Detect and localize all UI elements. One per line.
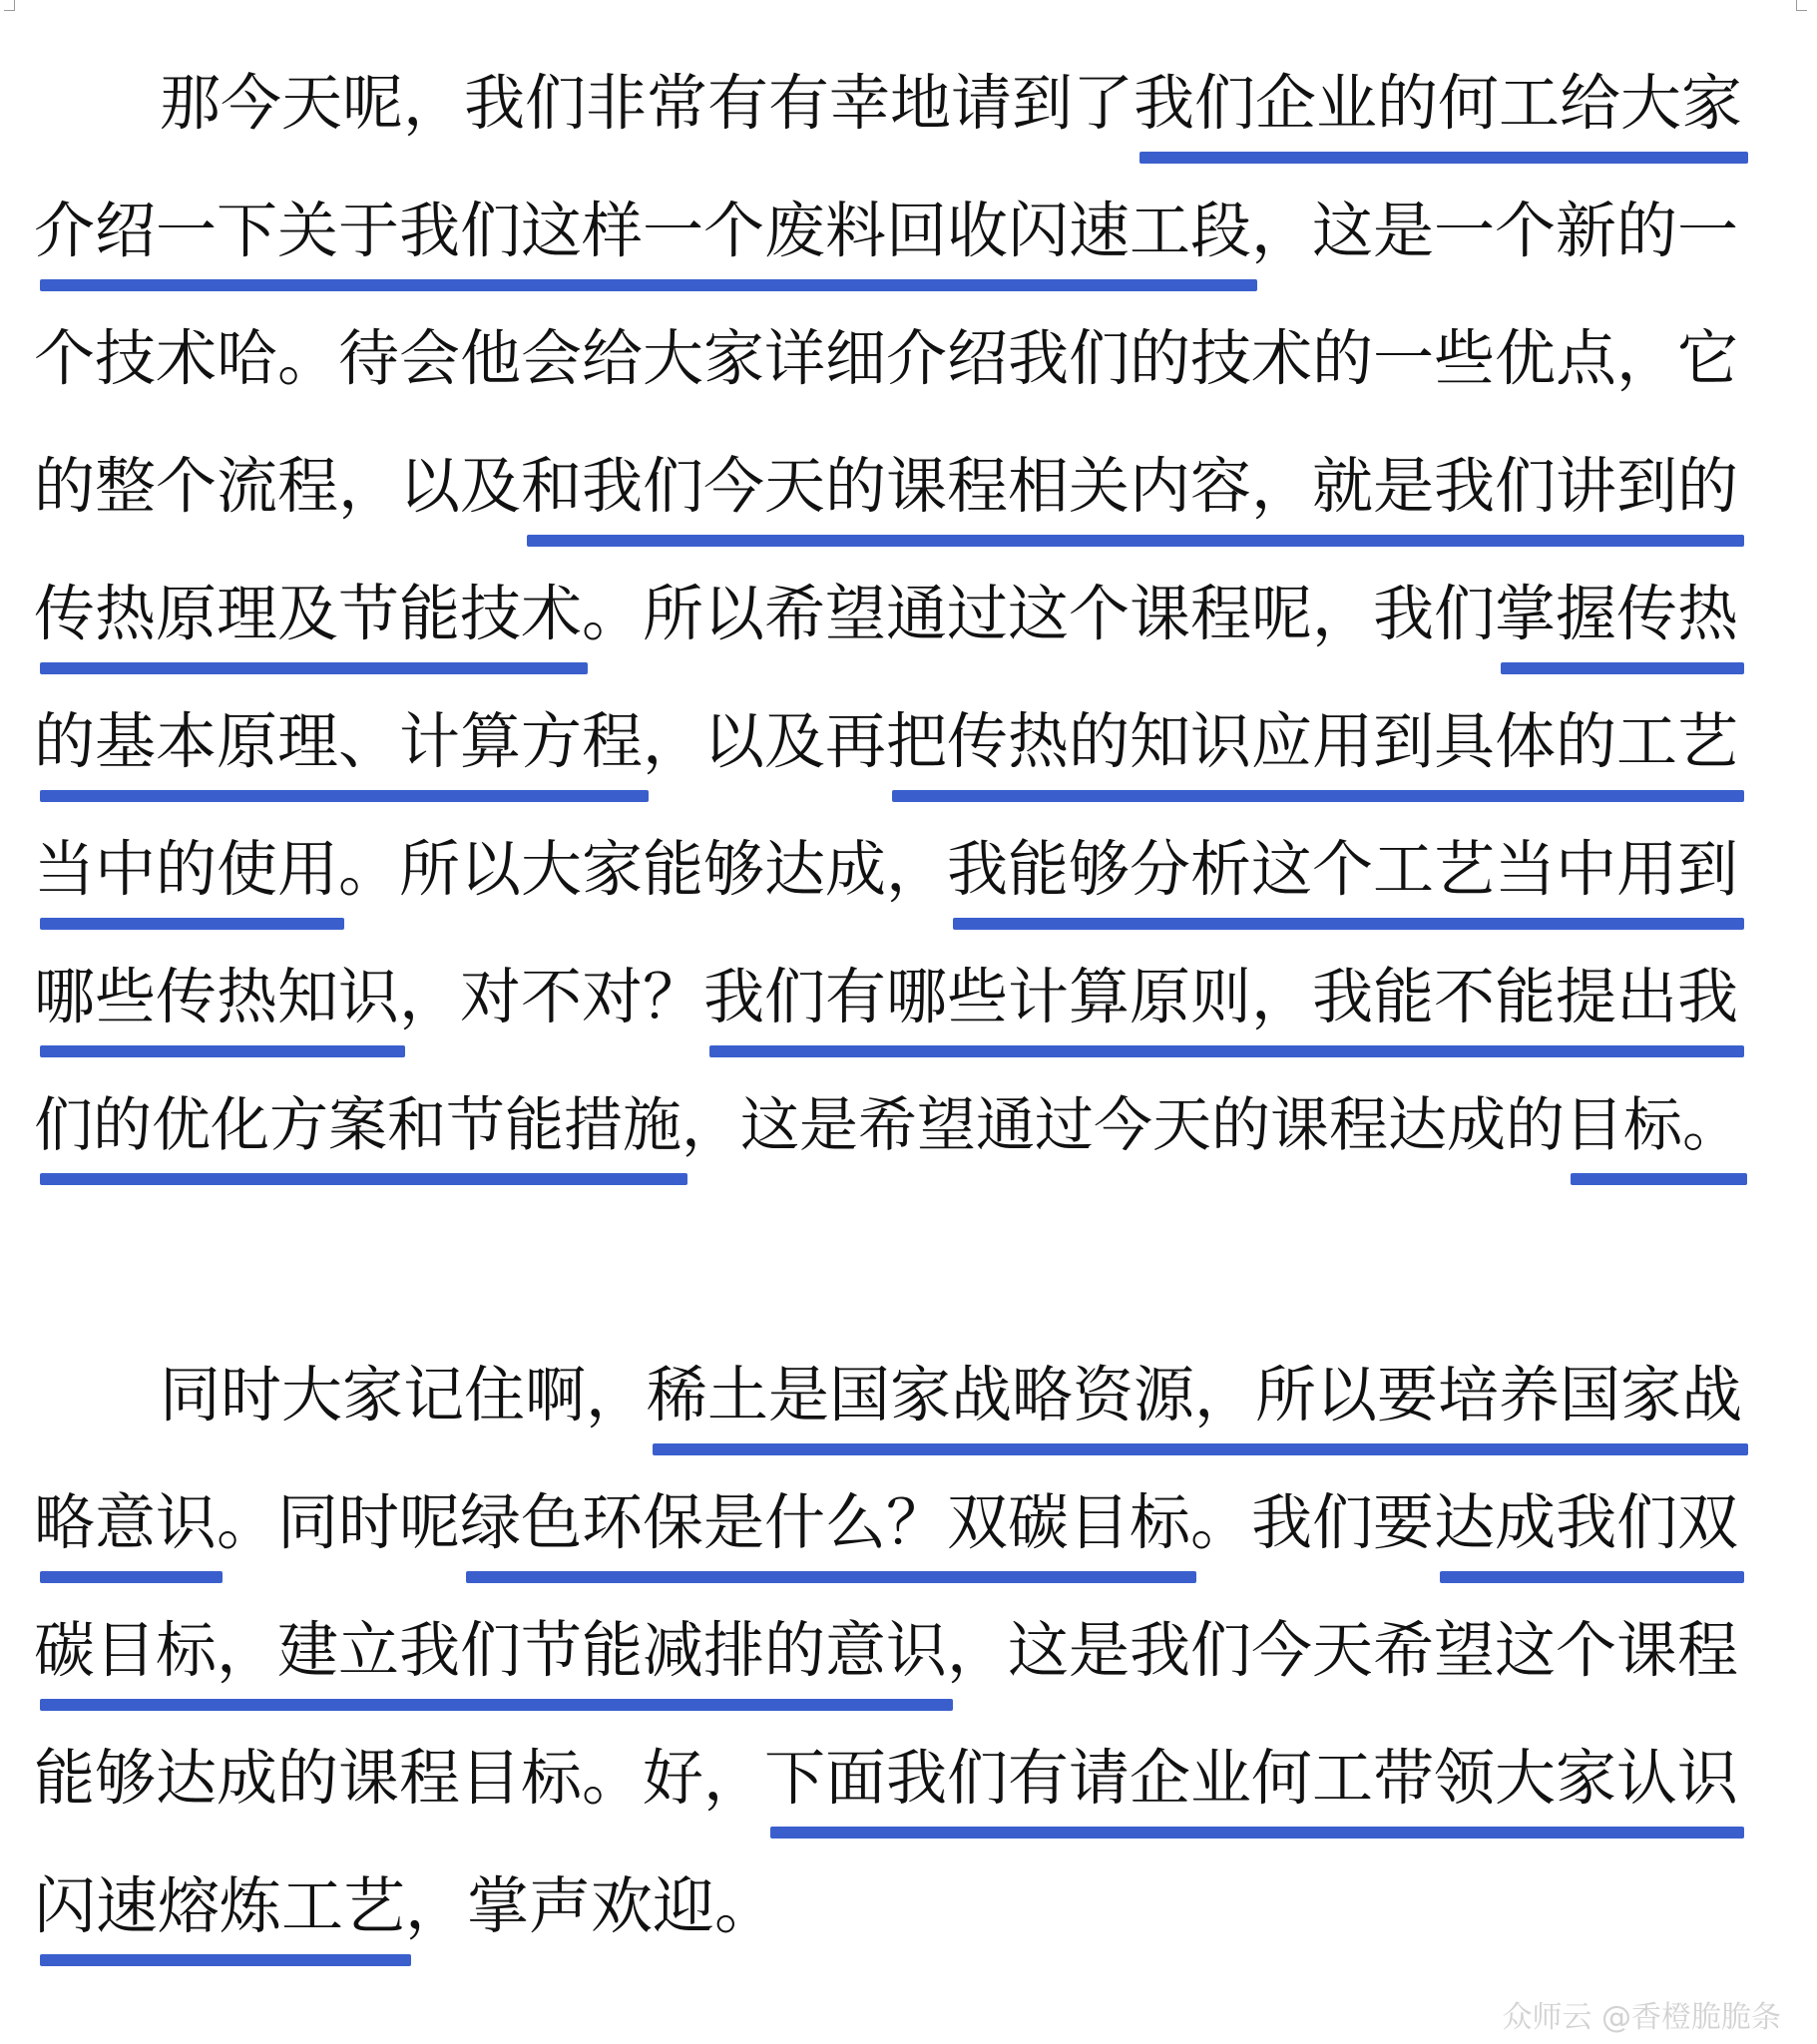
text-line <box>34 806 1750 934</box>
underlined-text: 闪速熔炼工艺 <box>34 1842 405 1970</box>
underlined-text: 碳目标，建立我们节能减排的意识 <box>34 1587 947 1715</box>
text-line <box>34 1332 1750 1459</box>
underlined-text: 掌握传热 <box>1495 551 1738 678</box>
text-segment: 。所以希望通过这个课程呢，我们 <box>582 579 1496 649</box>
text-line <box>34 1842 1750 1970</box>
underlined-text: 稀土是国家战略资源，所以要培养国家战 <box>647 1332 1742 1459</box>
text-segment: 个技术哈。待会他会给大家详细介绍我们的技术的一些优点，它 <box>34 323 1739 394</box>
underlined-text: 下面我们有请企业何工带领大家认识 <box>764 1715 1738 1842</box>
text-segment: 。同时呢 <box>217 1487 461 1558</box>
underlined-text: 我们企业的何工给大家 <box>1134 40 1742 168</box>
text-segment: ，以及再 <box>643 706 887 777</box>
underlined-text: 介绍一下关于我们这样一个废料回收闪速工段 <box>34 168 1251 295</box>
underlined-text: 们的优化方案和节能措施 <box>34 1061 681 1189</box>
text-segment: 能够达成的课程目标。好， <box>34 1743 765 1814</box>
text-line <box>34 934 1750 1061</box>
paragraph-2 <box>34 1332 1750 1970</box>
underlined-text: 传热原理及节能技术 <box>34 551 582 678</box>
text-segment: ，这是希望通过今天的课程达成的 <box>681 1090 1566 1159</box>
text-segment: ，这是我们今天希望这个课程 <box>947 1615 1739 1686</box>
underlined-text: 我们有哪些计算原则，我能不能提出我 <box>703 934 1738 1061</box>
text-line <box>34 1587 1750 1715</box>
text-segment: 那今天呢，我们非常有有幸地请到了 <box>160 68 1135 139</box>
underlined-text: 绿色环保是什么？双碳目标 <box>460 1459 1190 1587</box>
paragraph-1 <box>34 40 1750 1189</box>
underlined-text: 我能够分析这个工艺当中用到 <box>947 806 1738 934</box>
underlined-text: 目标。 <box>1565 1061 1741 1189</box>
underlined-text: 把传热的知识应用到具体的工艺 <box>886 678 1738 806</box>
underlined-text: 和我们今天的课程相关内容，就是我们讲到的 <box>521 423 1738 551</box>
text-line <box>34 1061 1750 1189</box>
text-segment: ，掌声欢迎。 <box>405 1869 777 1942</box>
text-segment: 的整个流程，以及 <box>34 451 522 522</box>
page-corner-mark-left <box>4 0 15 11</box>
text-segment: ，这是一个新的一 <box>1251 196 1739 266</box>
underlined-text: 当中的使用 <box>34 806 338 934</box>
text-segment: 。所以大家能够达成， <box>338 834 948 905</box>
underlined-text: 略意识 <box>34 1459 217 1587</box>
text-line <box>34 423 1750 551</box>
text-line <box>34 1715 1750 1842</box>
text-line <box>34 168 1750 295</box>
text-line <box>34 295 1750 423</box>
underlined-text: 达成我们双 <box>1434 1459 1738 1587</box>
underlined-text: 哪些传热知识 <box>34 934 399 1061</box>
text-line <box>34 40 1750 168</box>
text-line <box>34 1459 1750 1587</box>
text-line <box>34 678 1750 806</box>
text-segment: ，对不对？ <box>399 962 704 1032</box>
text-segment: 。我们要 <box>1190 1487 1435 1558</box>
text-line <box>34 551 1750 678</box>
underlined-text: 的基本原理、计算方程 <box>34 678 643 806</box>
watermark: 众师云 @香橙脆脆条 <box>1502 2000 1781 2035</box>
text-segment: 同时大家记住啊， <box>160 1360 648 1431</box>
page-corner-mark-right <box>1796 0 1807 11</box>
